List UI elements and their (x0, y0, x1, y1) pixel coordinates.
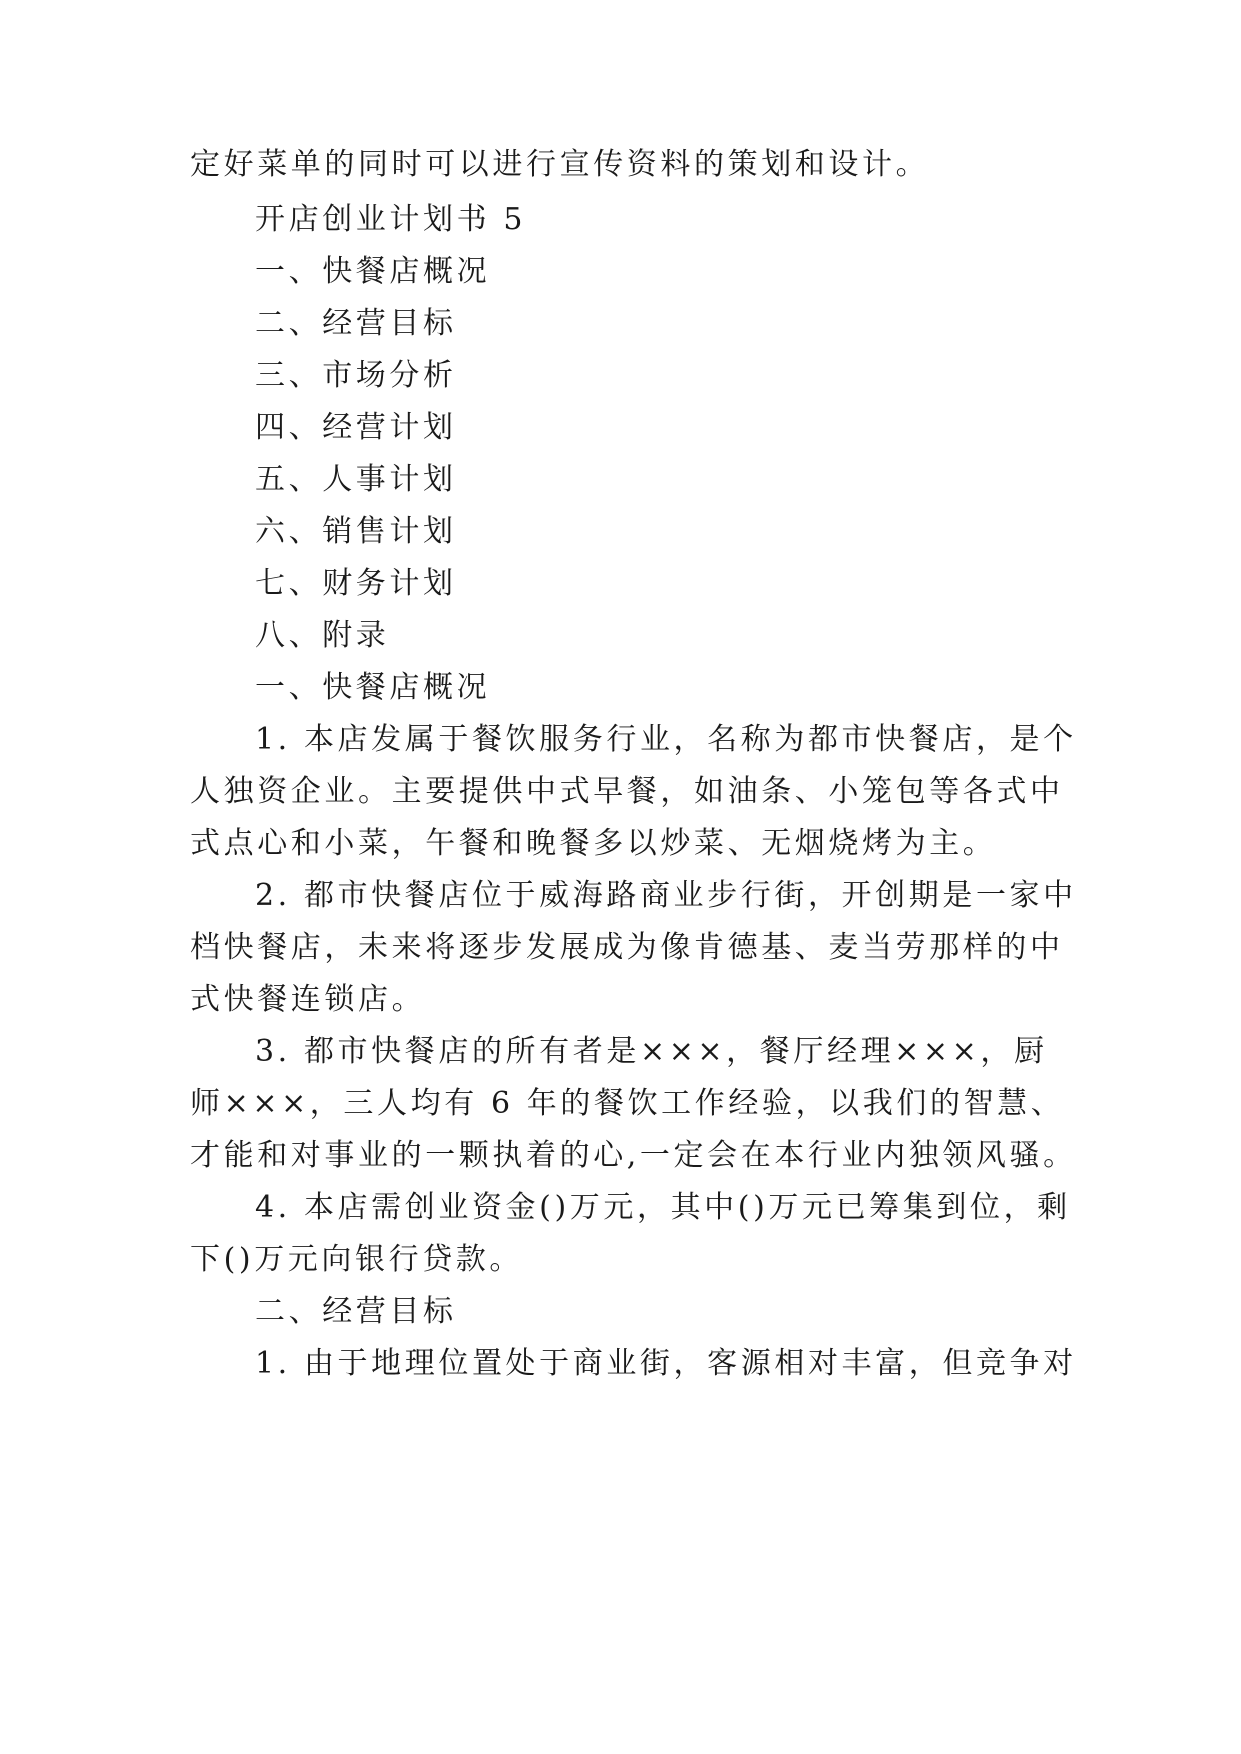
heading-goals: 二、经营目标 (255, 1294, 457, 1329)
toc-item-overview: 一、快餐店概况 (255, 254, 491, 289)
heading-overview: 一、快餐店概况 (255, 670, 491, 705)
toc-item-appendix: 八、附录 (255, 618, 390, 653)
toc-item-finance: 七、财务计划 (255, 566, 457, 601)
toc-item-sales: 六、销售计划 (255, 514, 457, 549)
toc-item-market: 三、市场分析 (255, 358, 457, 393)
toc-item-personnel: 五、人事计划 (255, 462, 457, 497)
paragraph-line: 下()万元向银行贷款。 (190, 1242, 524, 1277)
paragraph-line: 式快餐连锁店。 (190, 982, 426, 1017)
toc-item-goals: 二、经营目标 (255, 306, 457, 341)
paragraph-line: 4. 本店需创业资金()万元，其中()万元已筹集到位，剩 (255, 1190, 1071, 1225)
paragraph-line: 2. 都市快餐店位于威海路商业步行街，开创期是一家中 (255, 878, 1077, 913)
paragraph-line: 师×××，三人均有 6 年的餐饮工作经验，以我们的智慧、 (190, 1086, 1065, 1121)
paragraph-line: 1. 本店发属于餐饮服务行业，名称为都市快餐店，是个 (255, 722, 1077, 757)
paragraph-line: 1. 由于地理位置处于商业街，客源相对丰富，但竞争对 (255, 1346, 1077, 1381)
paragraph-line: 档快餐店，未来将逐步发展成为像肯德基、麦当劳那样的中 (190, 930, 1064, 965)
paragraph-line: 3. 都市快餐店的所有者是×××，餐厅经理×××，厨 (255, 1034, 1048, 1069)
paragraph-line: 才能和对事业的一颗执着的心,一定会在本行业内独领风骚。 (190, 1138, 1077, 1173)
toc-item-operation: 四、经营计划 (255, 410, 457, 445)
paragraph-continuation: 定好菜单的同时可以进行宣传资料的策划和设计。 (190, 147, 930, 182)
section-title: 开店创业计划书 5 (255, 202, 527, 237)
paragraph-line: 人独资企业。主要提供中式早餐，如油条、小笼包等各式中 (190, 774, 1064, 809)
paragraph-line: 式点心和小菜，午餐和晚餐多以炒菜、无烟烧烤为主。 (190, 826, 997, 861)
